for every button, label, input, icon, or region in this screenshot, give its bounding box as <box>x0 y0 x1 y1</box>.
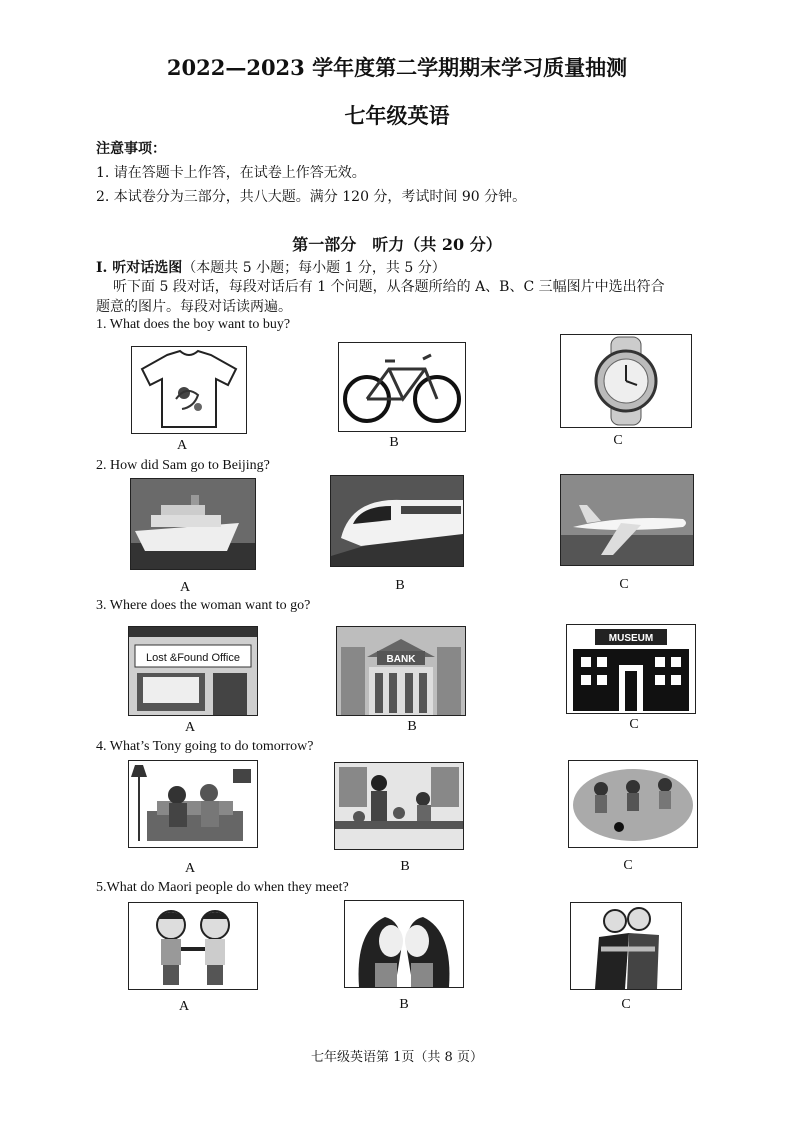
notes-heading: 注意事项： <box>96 141 166 157</box>
bank-sign: BANK <box>386 654 416 665</box>
option-5a: A <box>178 999 190 1014</box>
bicycle-image <box>338 342 466 432</box>
tshirt-image <box>131 346 247 434</box>
lost-found-sign: Lost &Found Office <box>146 652 240 664</box>
option-4a: A <box>184 861 196 876</box>
notes-item-1: 1. 请在答题卡上作答，在试卷上作答无效。 <box>96 165 366 181</box>
library-image <box>334 762 464 850</box>
option-3b: B <box>407 719 417 734</box>
section-title: I. 听对话选图 <box>96 260 183 276</box>
exam-title: 2022—2023 学年度第二学期期末学习质量抽测 <box>166 55 628 80</box>
option-2a: A <box>179 580 191 595</box>
option-5b: B <box>399 997 409 1012</box>
train-image <box>330 475 464 567</box>
option-1b: B <box>389 435 399 450</box>
question-5: 5.What do Maori people do when they meet? <box>96 880 349 895</box>
question-3: 3. Where does the woman want to go? <box>96 598 311 613</box>
notes-item-2: 2. 本试卷分为三部分，共八大题。满分 120 分，考试时间 90 分钟。 <box>96 189 527 205</box>
soccer-image <box>568 760 698 848</box>
question-1: 1. What does the boy want to buy? <box>96 317 291 332</box>
section-note: （本题共 5 小题；每小题 1 分，共 5 分） <box>182 260 446 276</box>
page-footer: 七年级英语第 1页（共 8 页） <box>311 1050 483 1065</box>
hug-image <box>570 902 682 990</box>
question-4: 4. What’s Tony going to do tomorrow? <box>96 739 314 754</box>
airplane-image <box>560 474 694 566</box>
option-1a: A <box>176 438 188 453</box>
section-title-line <box>96 257 446 277</box>
option-4b: B <box>400 859 410 874</box>
question-2: 2. How did Sam go to Beijing? <box>96 458 270 473</box>
nose-touch-image <box>344 900 464 988</box>
watch-image <box>560 334 692 428</box>
ship-image <box>130 478 256 570</box>
part1-heading: 第一部分 听力（共 20 分） <box>292 235 502 254</box>
instructions-line-1: 听下面 5 段对话，每段对话后有 1 个问题，从各题所给的 A、B、C 三幅图片中选出符合 <box>113 279 665 295</box>
lost-found-office-image <box>128 626 258 716</box>
museum-sign: MUSEUM <box>608 633 654 644</box>
option-5c: C <box>621 997 631 1012</box>
bank-image <box>336 626 466 716</box>
option-3a: A <box>184 720 196 735</box>
option-1c: C <box>613 433 623 448</box>
exam-subtitle: 七年级英语 <box>344 103 450 128</box>
handshake-image <box>128 902 258 990</box>
instructions-line-2: 题意的图片。每段对话读两遍。 <box>96 299 292 315</box>
option-2b: B <box>395 578 405 593</box>
option-2c: C <box>619 577 629 592</box>
option-4c: C <box>623 858 633 873</box>
family-tv-image <box>128 760 258 848</box>
museum-image <box>566 624 696 714</box>
option-3c: C <box>629 717 639 732</box>
